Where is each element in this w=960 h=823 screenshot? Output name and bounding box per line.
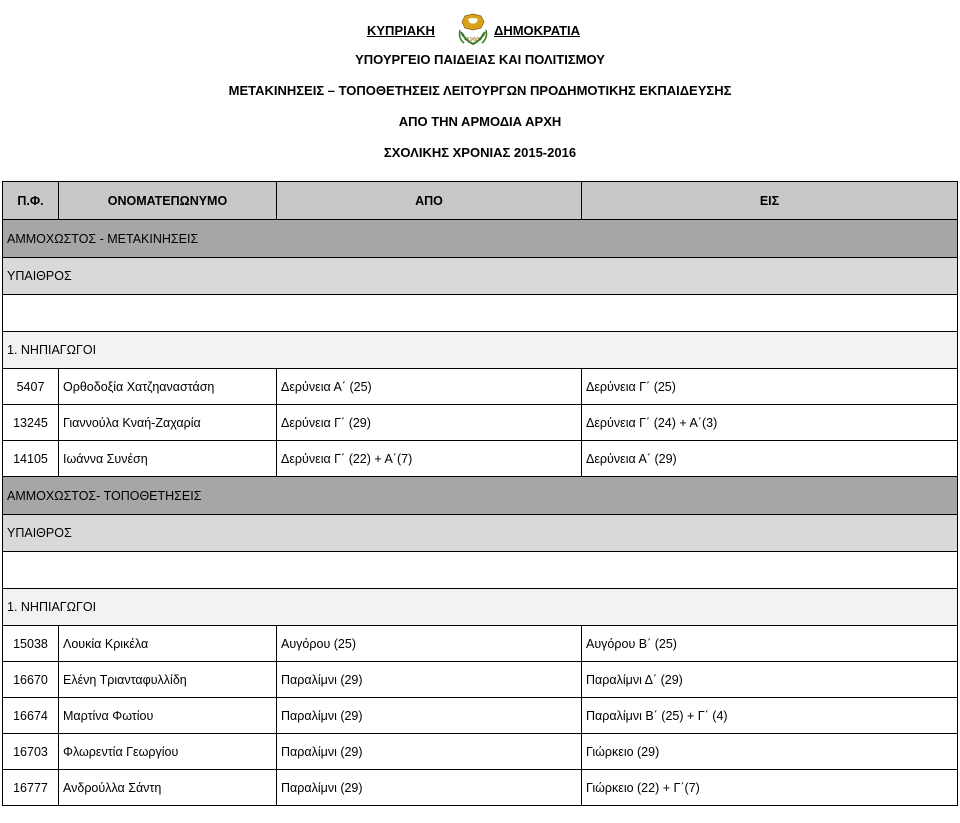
cell-name: Γιαννούλα Κναή-Ζαχαρία [59,405,277,441]
section-title: ΑΜΜΟΧΩΣΤΟΣ - ΜΕΤΑΚΙΝΗΣΕΙΣ [3,220,958,258]
coat-of-arms-icon [451,10,495,48]
authority-line: ΑΠΟ ΤΗΝ ΑΡΜΟΔΙΑ ΑΡΧΗ [398,114,562,129]
section-title-row [3,477,958,515]
cell-from: Δερύνεια Α΄ (25) [277,369,582,405]
cell-to: Γιώρκειο (29) [582,734,958,770]
table-row [3,369,958,405]
cell-name: Ελένη Τριανταφυλλίδη [59,662,277,698]
group-row [3,332,958,369]
table-header-row [3,182,958,220]
cell-pf: 16777 [3,770,59,806]
school-year: ΣΧΟΛΙΚΗΣ ΧΡΟΝΙΑΣ 2015-2016 [383,145,577,160]
cell-from: Παραλίμνι (29) [277,734,582,770]
column-header-from: ΑΠΟ [277,182,582,220]
cell-from: Δερύνεια Γ΄ (29) [277,405,582,441]
section-title-row [3,220,958,258]
cell-name: Ορθοδοξία Χατζηαναστάση [59,369,277,405]
cell-to: Αυγόρου Β΄ (25) [582,626,958,662]
column-header-pf: Π.Φ. [3,182,59,220]
cell-pf: 5407 [3,369,59,405]
cell-to: Δερύνεια Γ΄ (25) [582,369,958,405]
area-label: ΥΠΑΙΘΡΟΣ [3,515,958,552]
table-row [3,405,958,441]
cell-pf: 16703 [3,734,59,770]
group-label: 1. ΝΗΠΙΑΓΩΓΟΙ [3,589,958,626]
cell-pf: 16670 [3,662,59,698]
cell-name: Φλωρεντία Γεωργίου [59,734,277,770]
table-row [3,662,958,698]
table-row [3,770,958,806]
cell-to: Παραλίμνι Β΄ (25) + Γ΄ (4) [582,698,958,734]
table-row [3,698,958,734]
cell-name: Λουκία Κρικέλα [59,626,277,662]
area-row [3,515,958,552]
cell-pf: 13245 [3,405,59,441]
section-title: ΑΜΜΟΧΩΣΤΟΣ- ΤΟΠΟΘΕΤΗΣΕΙΣ [3,477,958,515]
table-row [3,734,958,770]
document-subject: ΜΕΤΑΚΙΝΗΣΕΙΣ – ΤΟΠΟΘΕΤΗΣΕΙΣ ΛΕΙΤΟΥΡΓΩΝ ΠΡΟΔΗΜΟΤΙΚΗΣ ΕΚΠΑΙΔΕΥΣΗΣ [228,83,732,98]
blank-cell [3,552,958,589]
cell-to: Παραλίμνι Δ΄ (29) [582,662,958,698]
country-line [0,8,960,48]
cell-name: Μαρτίνα Φωτίου [59,698,277,734]
blank-cell [3,295,958,332]
blank-row [3,295,958,332]
country-name-left: ΚΥΠΡΙΑΚΗ [367,23,435,38]
cell-pf: 15038 [3,626,59,662]
group-label: 1. ΝΗΠΙΑΓΩΓΟΙ [3,332,958,369]
area-row [3,258,958,295]
table-row [3,441,958,477]
blank-row [3,552,958,589]
cell-to: Δερύνεια Α΄ (29) [582,441,958,477]
cell-from: Παραλίμνι (29) [277,662,582,698]
table-row [3,626,958,662]
country-name-right: ΔΗΜΟΚΡΑΤΙΑ [494,23,581,38]
cell-from: Παραλίμνι (29) [277,698,582,734]
svg-text:1960: 1960 [466,37,480,43]
area-label: ΥΠΑΙΘΡΟΣ [3,258,958,295]
cell-from: Παραλίμνι (29) [277,770,582,806]
cell-name: Ανδρούλλα Σάντη [59,770,277,806]
cell-from: Δερύνεια Γ΄ (22) + Α΄(7) [277,441,582,477]
cell-pf: 14105 [3,441,59,477]
cell-from: Αυγόρου (25) [277,626,582,662]
document-header [0,0,960,181]
cell-to: Δερύνεια Γ΄ (24) + Α΄(3) [582,405,958,441]
cell-to: Γιώρκειο (22) + Γ΄(7) [582,770,958,806]
group-row [3,589,958,626]
transfers-table [2,181,958,806]
cell-name: Ιωάννα Συνέση [59,441,277,477]
column-header-name: ΟΝΟΜΑΤΕΠΩΝΥΜΟ [59,182,277,220]
ministry-title: ΥΠΟΥΡΓΕΙΟ ΠΑΙΔΕΙΑΣ ΚΑΙ ΠΟΛΙΤΙΣΜΟΥ [355,52,605,67]
column-header-to: ΕΙΣ [582,182,958,220]
cell-pf: 16674 [3,698,59,734]
